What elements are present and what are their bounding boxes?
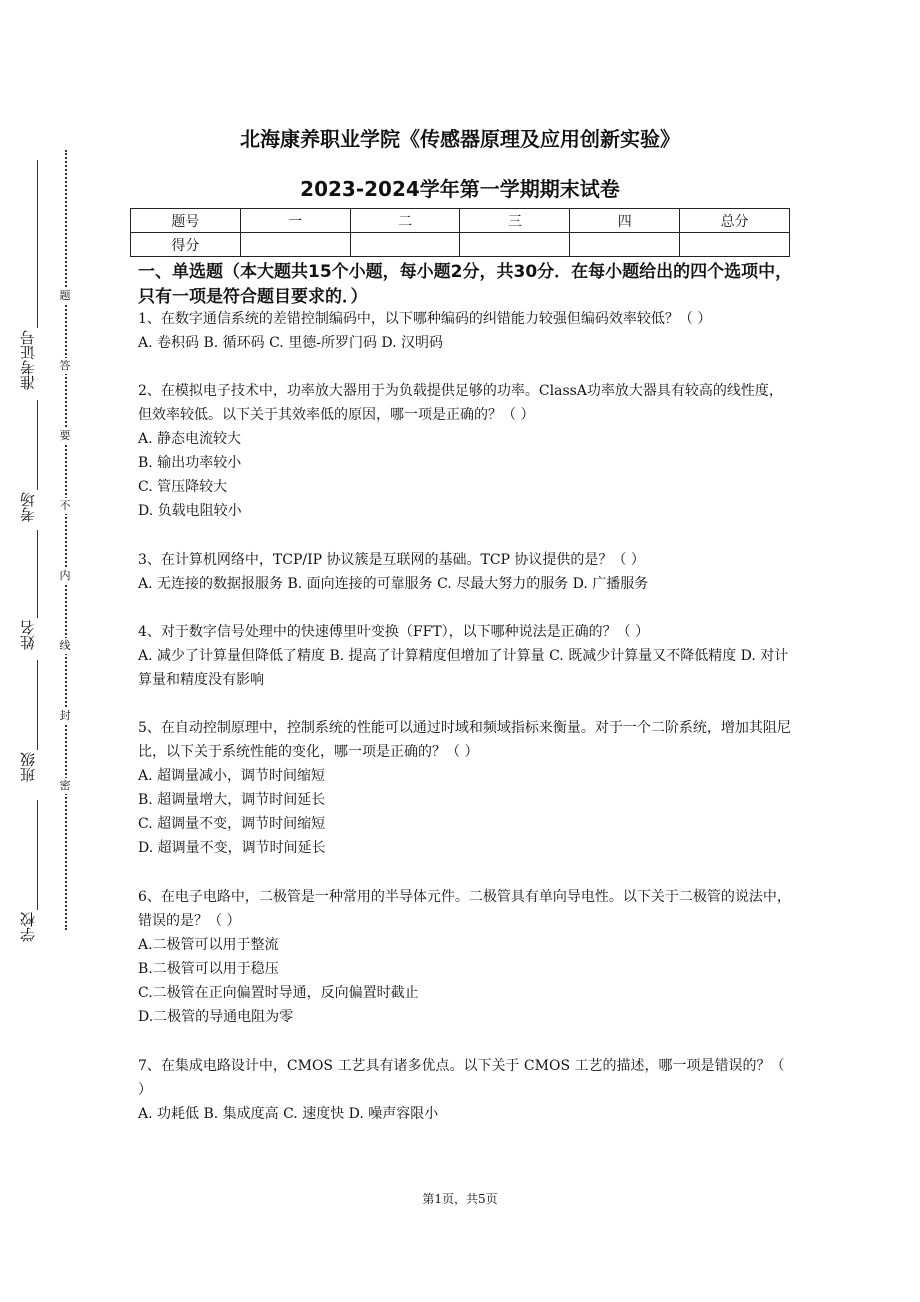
question-5	[138, 716, 793, 860]
question-2	[138, 379, 793, 523]
score-cell-empty[interactable]	[240, 233, 350, 257]
question-stem: 4、对于数字信号处理中的快速傅里叶变换（FFT），以下哪种说法是正确的？（ ）	[138, 624, 650, 640]
question-7	[138, 1054, 793, 1126]
score-cell-empty[interactable]	[460, 233, 570, 257]
label-banji: 班级	[19, 752, 37, 782]
section-heading: 一、单选题（本大题共15个小题，每小题2分，共30分．在每小题给出的四个选项中，只有一项是符合题目要求的．）	[138, 262, 793, 307]
label-xingming: 姓名	[19, 620, 37, 650]
label-xuexiao: 学校	[19, 912, 37, 942]
score-table-header-cell: 四	[570, 209, 680, 233]
question-stem: 5、在自动控制原理中，控制系统的性能可以通过时域和频域指标来衡量。对于一个二阶系统，增加其阻尼比，以下关于系统性能的变化，哪一项是正确的？（ ）	[138, 720, 791, 760]
score-table-header-cell: 总分	[680, 209, 790, 233]
score-table-header-cell: 题号	[131, 209, 241, 233]
label-kaochang: 考场	[19, 492, 37, 522]
score-table-header-cell: 三	[460, 209, 570, 233]
score-table-score-row	[131, 233, 790, 257]
question-stem: 2、在模拟电子技术中，功率放大器用于为负载提供足够的功率。ClassA功率放大器具有较高的线性度，但效率较低。以下关于其效率低的原因，哪一项是正确的？（ ）	[138, 383, 783, 423]
seal-char: 不	[57, 498, 73, 514]
underline-xingming	[37, 530, 38, 618]
underline-zhunkaozheng	[37, 160, 38, 328]
score-row-label: 得分	[131, 233, 241, 257]
question-6	[138, 885, 793, 1029]
option-a: A.二极管可以用于整流	[138, 937, 279, 953]
question-options: A. 减少了计算量但降低了精度 B. 提高了计算精度但增加了计算量 C. 既减少计算量又不降低精度 D. 对计算量和精度没有影响	[138, 648, 789, 688]
underline-kaochang	[37, 400, 38, 490]
seal-char: 答	[57, 358, 73, 374]
option-a: A. 超调量减小，调节时间缩短	[138, 768, 326, 784]
question-stem: 7、在集成电路设计中，CMOS 工艺具有诸多优点。以下关于 CMOS 工艺的描述，哪一项是错误的？（ ）	[138, 1058, 785, 1098]
page-footer: 第1页，共5页	[422, 1192, 498, 1206]
seal-char: 题	[57, 288, 73, 304]
score-table-header-cell: 一	[240, 209, 350, 233]
option-c: C. 管压降较大	[138, 479, 228, 495]
score-table-header-cell: 二	[350, 209, 460, 233]
option-c: C.二极管在正向偏置时导通，反向偏置时截止	[138, 985, 419, 1001]
option-b: B. 输出功率较小	[138, 455, 242, 471]
seal-char: 线	[57, 638, 73, 654]
seal-char: 要	[57, 428, 73, 444]
label-zhunkaozheng: 准考证号	[19, 330, 37, 390]
score-cell-empty[interactable]	[570, 233, 680, 257]
option-b: B. 超调量增大，调节时间延长	[138, 792, 326, 808]
exam-title: 北海康养职业学院《传感器原理及应用创新实验》	[240, 127, 680, 151]
score-cell-empty[interactable]	[350, 233, 460, 257]
option-b: B.二极管可以用于稳压	[138, 961, 279, 977]
seal-char: 封	[57, 708, 73, 724]
question-options: A. 功耗低 B. 集成度高 C. 速度快 D. 噪声容限小	[138, 1106, 439, 1122]
underline-xuexiao	[37, 800, 38, 910]
question-3	[138, 548, 793, 596]
question-options: A. 无连接的数据报服务 B. 面向连接的可靠服务 C. 尽最大努力的服务 D. 广播服务	[138, 576, 649, 592]
score-table	[130, 208, 790, 257]
option-c: C. 超调量不变，调节时间缩短	[138, 816, 326, 832]
question-stem: 1、在数字通信系统的差错控制编码中，以下哪种编码的纠错能力较强但编码效率较低？（ ）	[138, 311, 712, 327]
question-1	[138, 307, 793, 355]
question-stem: 3、在计算机网络中，TCP/IP 协议簇是互联网的基础。TCP 协议提供的是？（ ）	[138, 552, 645, 568]
exam-subtitle: 2023-2024学年第一学期期末试卷	[300, 177, 620, 201]
question-options: A. 卷积码 B. 循环码 C. 里德-所罗门码 D. 汉明码	[138, 335, 444, 351]
question-4	[138, 620, 793, 692]
seal-dotted-line	[65, 150, 67, 930]
score-cell-empty[interactable]	[680, 233, 790, 257]
seal-char: 内	[57, 568, 73, 584]
option-d: D.二极管的导通电阻为零	[138, 1009, 294, 1025]
underline-banji	[37, 660, 38, 750]
option-a: A. 静态电流较大	[138, 431, 242, 447]
option-d: D. 超调量不变，调节时间延长	[138, 840, 326, 856]
question-stem: 6、在电子电路中，二极管是一种常用的半导体元件。二极管具有单向导电性。以下关于二极管的说法中，错误的是？（ ）	[138, 889, 791, 929]
seal-char: 密	[57, 778, 73, 794]
option-d: D. 负载电阻较小	[138, 503, 242, 519]
score-table-header-row	[131, 209, 790, 233]
